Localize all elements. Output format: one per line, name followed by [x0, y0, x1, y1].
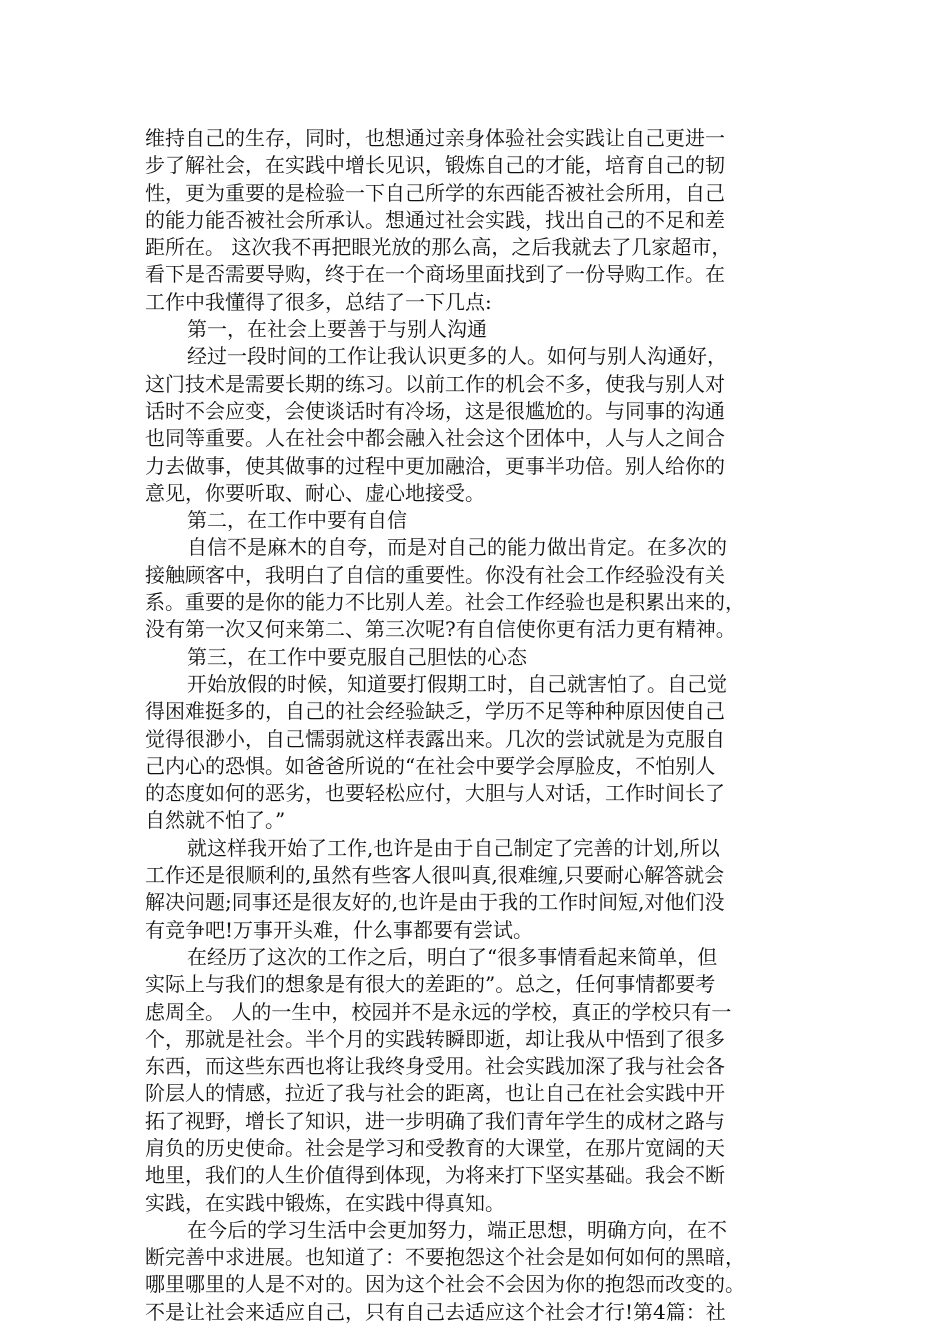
text-line: 阶层人的情感，拉近了我与社会的距离，也让自己在社会实践中开 [145, 1081, 725, 1106]
text-line: 性，更为重要的是检验一下自己所学的东西能否被社会所用，自己 [145, 180, 725, 205]
text-line: 系。重要的是你的能力不比别人差。社会工作经验也是积累出来的， [145, 590, 745, 615]
text-line: 断完善中求进展。也知道了：不要抱怨这个社会是如何如何的黑暗， [145, 1245, 745, 1270]
text-line: 东西，而这些东西也将让我终身受用。社会实践加深了我与社会各 [145, 1054, 725, 1079]
text-line: 虑周全。 人的一生中，校园并不是永远的学校，真正的学校只有一 [145, 999, 732, 1024]
text-line: 第三，在工作中要克服自己胆怯的心态 [187, 644, 527, 669]
text-line: 哪里哪里的人是不对的。因为这个社会不会因为你的抱怨而改变的。 [145, 1272, 745, 1297]
text-line: 意见，你要听取、耐心、虚心地接受。 [145, 480, 485, 505]
text-line: 实践，在实践中锻炼，在实践中得真知。 [145, 1190, 505, 1215]
text-line: 实际上与我们的想象是有很大的差距的”。总之，任何事情都要考 [145, 972, 716, 997]
text-line: 工作中我懂得了很多，总结了一下几点: [145, 289, 492, 314]
text-line: 觉得很渺小，自己懦弱就这样表露出来。几次的尝试就是为克服自 [145, 726, 725, 751]
text-line: 第二，在工作中要有自信 [187, 508, 407, 533]
text-line: 经过一段时间的工作让我认识更多的人。如何与别人沟通好， [187, 344, 727, 369]
text-line: 地里，我们的人生价值得到体现，为将来打下坚实基础。我会不断 [145, 1163, 725, 1188]
text-line: 力去做事，使其做事的过程中更加融洽，更事半功倍。别人给你的 [145, 453, 725, 478]
text-line: 有竞争吧!万事开头难，什么事都要有尝试。 [145, 917, 534, 942]
text-line: 的态度如何的恶劣，也要轻松应付，大胆与人对话，工作时间长了 [145, 781, 725, 806]
text-line: 在今后的学习生活中会更加努力，端正思想，明确方向，在不 [187, 1217, 727, 1242]
text-line: 在经历了这次的工作之后，明白了“很多事情看起来简单，但 [187, 944, 718, 969]
text-line: 不是让社会来适应自己，只有自己去适应这个社会才行!第4篇：社 [145, 1299, 726, 1324]
text-line: 接触顾客中，我明白了自信的重要性。你没有社会工作经验没有关 [145, 562, 725, 587]
text-line: 开始放假的时候，知道要打假期工时，自己就害怕了。自己觉 [187, 671, 727, 696]
text-line: 维持自己的生存，同时，也想通过亲身体验社会实践让自己更进一 [145, 126, 725, 150]
text-line: 个，那就是社会。半个月的实践转瞬即逝，却让我从中悟到了很多 [145, 1026, 725, 1051]
text-line: 看下是否需要导购，终于在一个商场里面找到了一份导购工作。在 [145, 262, 725, 287]
text-line: 这门技术是需要长期的练习。以前工作的机会不多，使我与别人对 [145, 371, 725, 396]
text-line: 的能力能否被社会所承认。想通过社会实践，找出自己的不足和差 [145, 207, 725, 232]
text-line: 第一，在社会上要善于与别人沟通 [187, 317, 487, 342]
text-line: 肩负的历史使命。社会是学习和受教育的大课堂，在那片宽阔的天 [145, 1135, 725, 1160]
text-line: 自信不是麻木的自夸，而是对自己的能力做出肯定。在多次的 [187, 535, 727, 560]
text-line: 步了解社会，在实践中增长见识，锻炼自己的才能，培育自己的韧 [145, 153, 725, 178]
text-line: 拓了视野，增长了知识，进一步明确了我们青年学生的成材之路与 [145, 1108, 725, 1133]
text-line: 得困难挺多的，自己的社会经验缺乏，学历不足等种种原因使自己 [145, 699, 725, 724]
text-line: 距所在。 这次我不再把眼光放的那么高，之后我就去了几家超市， [145, 235, 732, 260]
text-line: 自然就不怕了。” [145, 808, 286, 833]
text-line: 没有第一次又何来第二、第三次呢?有自信使你更有活力更有精神。 [145, 617, 736, 642]
text-line: 就这样我开始了工作,也许是由于自己制定了完善的计划,所以 [187, 835, 720, 860]
text-line: 话时不会应变，会使谈话时有冷场，这是很尴尬的。与同事的沟通 [145, 398, 725, 423]
text-line: 己内心的恐惧。如爸爸所说的“在社会中要学会厚脸皮，不怕别人 [145, 753, 716, 778]
text-line: 也同等重要。人在社会中都会融入社会这个团体中，人与人之间合 [145, 426, 725, 451]
text-line: 工作还是很顺利的,虽然有些客人很叫真,很难缠,只要耐心解答就会 [145, 863, 725, 888]
document-body [145, 125, 815, 1326]
text-line: 解决问题;同事还是很友好的,也许是由于我的工作时间短,对他们没 [145, 890, 725, 915]
